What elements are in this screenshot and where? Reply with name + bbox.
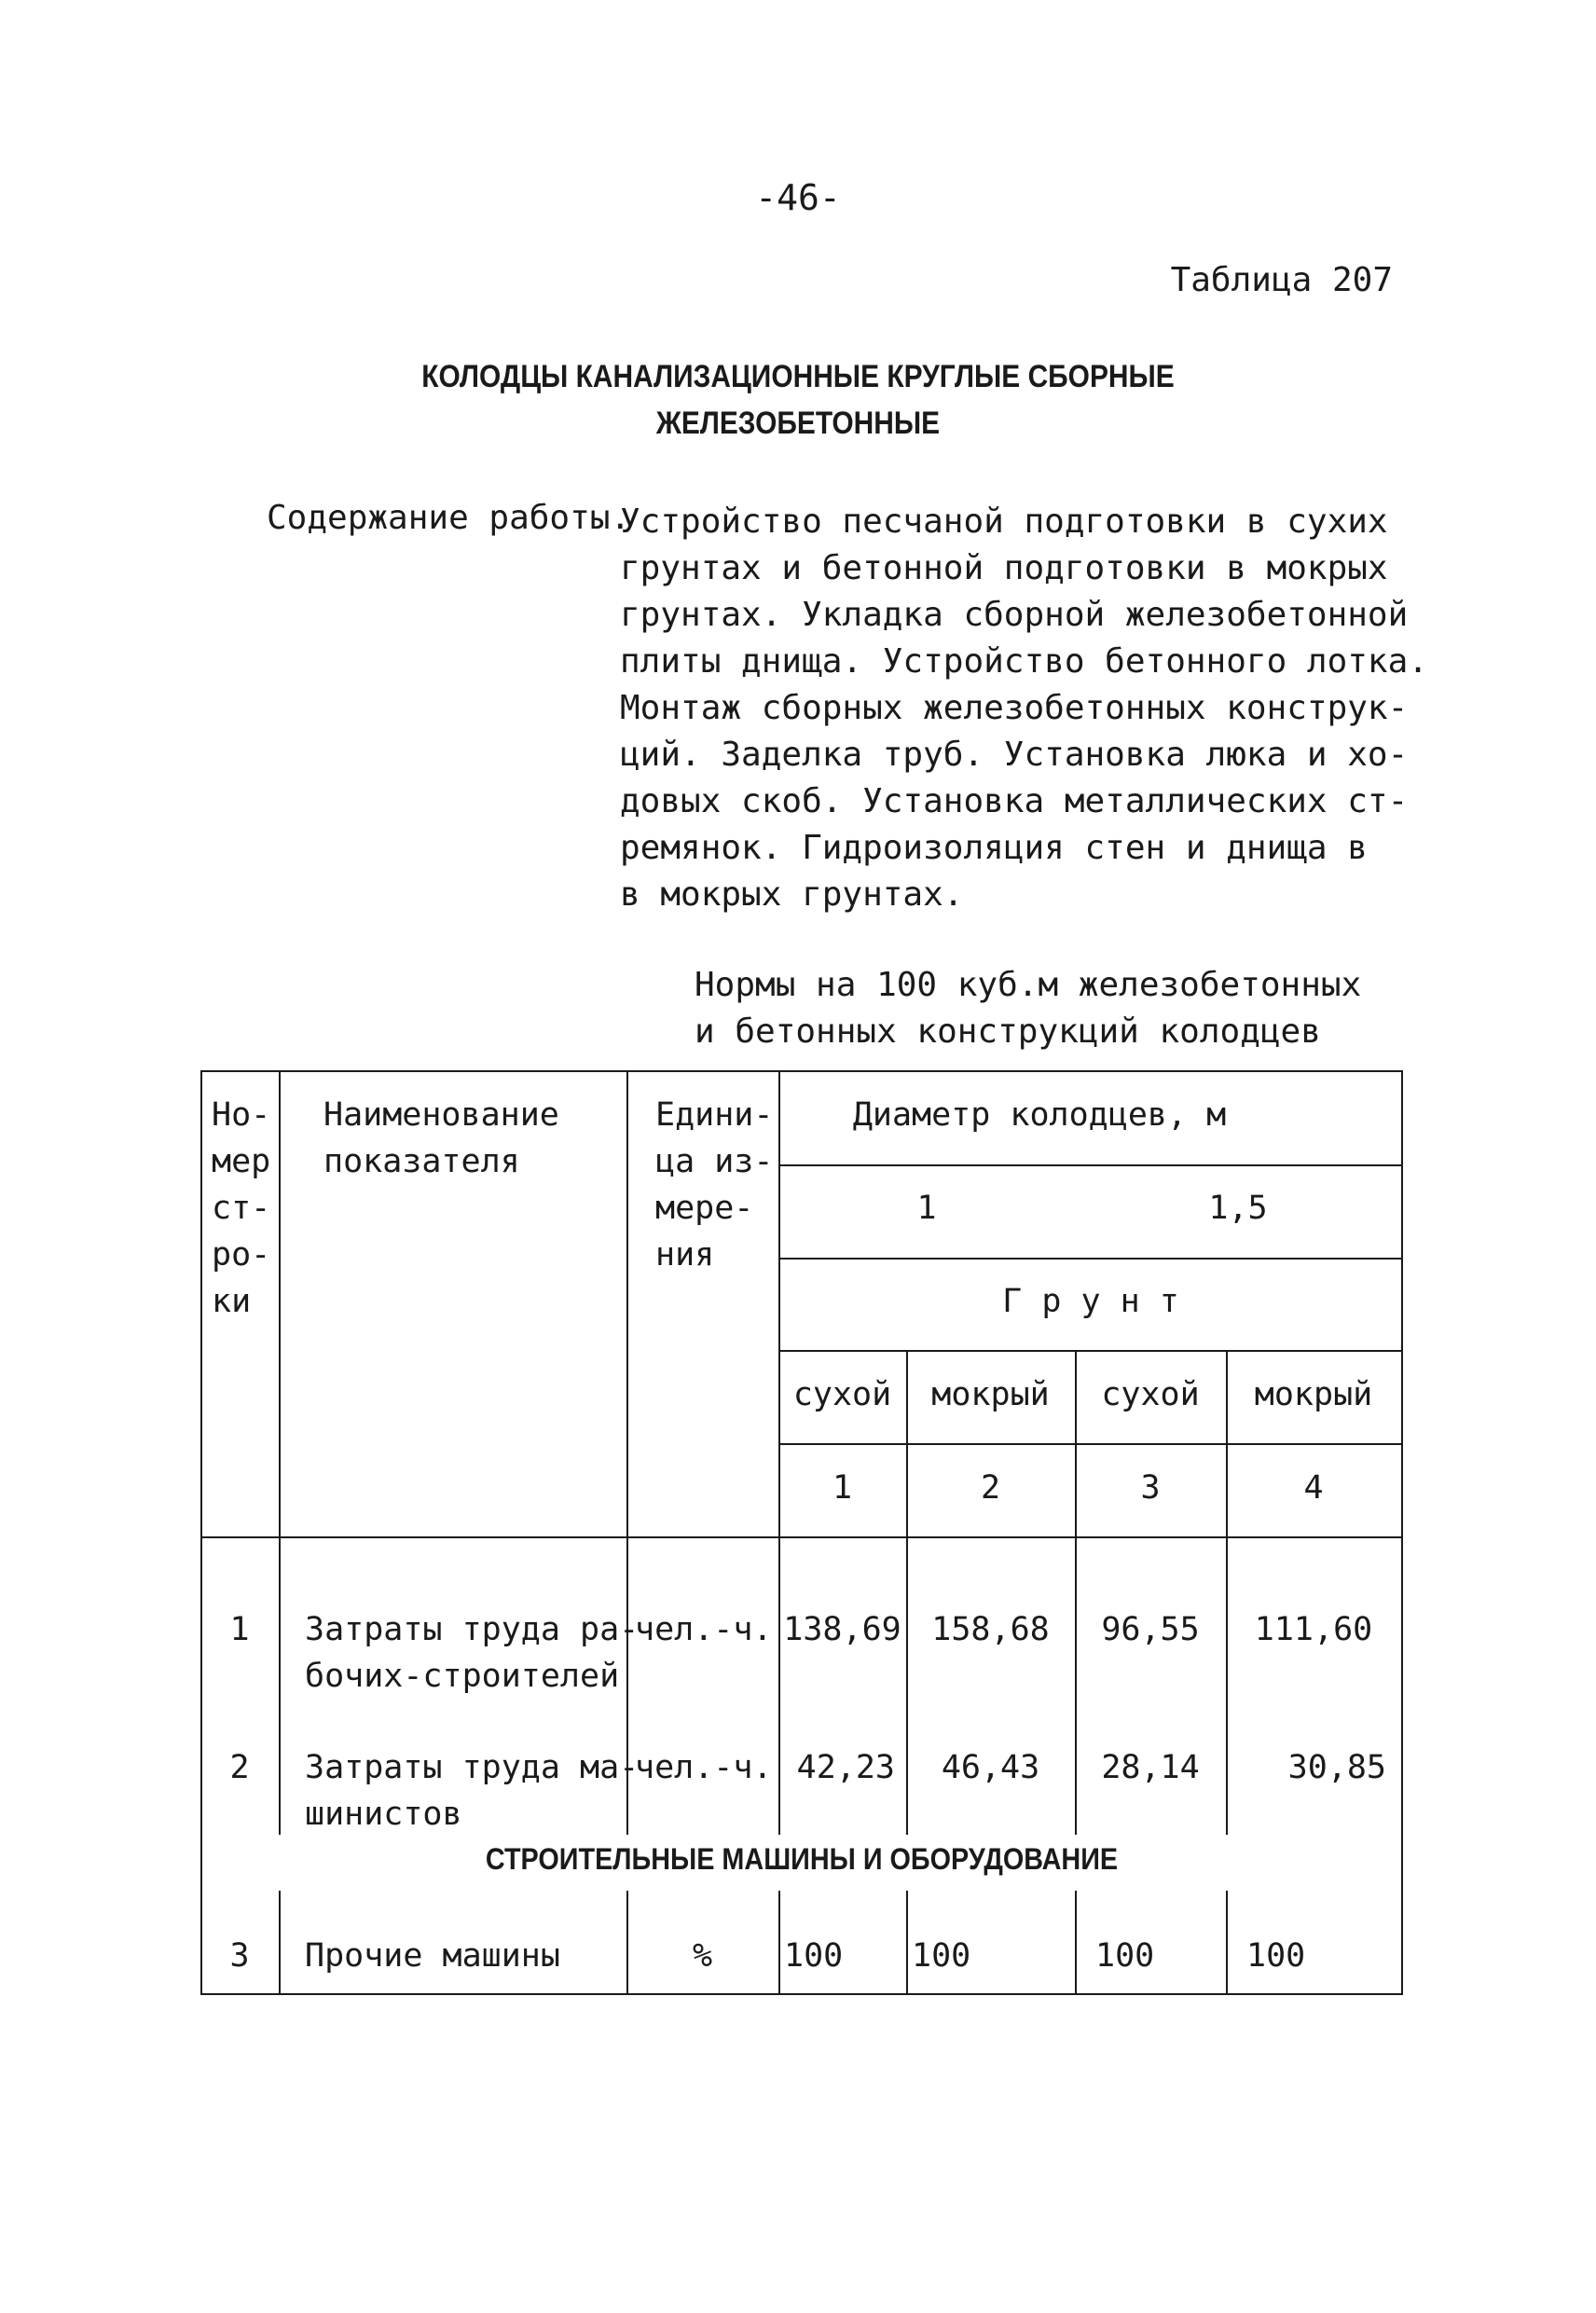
content-line: Монтаж сборных железобетонных конструк- (620, 689, 1409, 727)
header-num-line: ро- (212, 1236, 271, 1274)
header-unit-line: Едини- (655, 1096, 774, 1134)
header-soil-type: мокрый (1254, 1376, 1373, 1413)
header-diameter-1: 1 (916, 1190, 937, 1227)
table-right-border (1401, 1070, 1403, 1993)
content-line: в мокрых грунтах. (620, 875, 964, 914)
header-soil-type: сухой (1101, 1376, 1200, 1413)
row-1-value: 138,69 (783, 1611, 901, 1648)
table-bottom-border (200, 1993, 1403, 1995)
header-col-number: 2 (980, 1469, 1001, 1507)
content-line: Устройство песчаной подготовки в сухих (620, 503, 1388, 541)
row-3-value: 100 (784, 1937, 844, 1975)
row-1-value: 158,68 (931, 1611, 1050, 1648)
table-label: Таблица 207 (1170, 261, 1393, 299)
content-line: плиты днища. Устройство бетонного лотка. (620, 642, 1428, 681)
row-2-unit: чел.-ч. (635, 1749, 773, 1786)
content-line: ремянок. Гидроизоляция стен и днища в (620, 829, 1368, 867)
content-line: грунтах и бетонной подготовки в мокрых (620, 549, 1388, 587)
section-heading: СТРОИТЕЛЬНЫЕ МАШИНЫ И ОБОРУДОВАНИЕ (485, 1842, 1119, 1876)
col-divider (906, 1350, 908, 1993)
header-soil-type: сухой (792, 1376, 892, 1413)
header-soil-type: мокрый (931, 1376, 1050, 1413)
row-1-num: 1 (229, 1611, 250, 1648)
row-2-value: 42,23 (796, 1749, 895, 1786)
document-title-line-1: КОЛОДЦЫ КАНАЛИЗАЦИОННЫЕ КРУГЛЫЕ СБОРНЫЕ (421, 359, 1175, 394)
header-col-number: 1 (832, 1469, 853, 1507)
content-line: довых скоб. Установка металлических ст- (620, 782, 1409, 820)
header-diameter: Диаметр колодцев, м (852, 1096, 1227, 1134)
header-unit-line: ния (655, 1236, 715, 1274)
norms-line: Нормы на 100 куб.м железобетонных (695, 966, 1362, 1004)
col-divider (1075, 1350, 1077, 1993)
row-3-unit: % (692, 1937, 713, 1975)
row-2-num: 2 (229, 1749, 250, 1786)
header-num-line: мер (212, 1143, 271, 1180)
norms-caption (695, 962, 1361, 1055)
row-1-value: 96,55 (1101, 1611, 1200, 1648)
document-title-line-2: ЖЕЛЕЗОБЕТОННЫЕ (655, 406, 941, 441)
row-1-name: бочих-строителей (305, 1658, 620, 1695)
row-3-value: 100 (1246, 1937, 1306, 1975)
norms-line: и бетонных конструкций колодцев (695, 1012, 1321, 1051)
row-3-value: 100 (1095, 1937, 1155, 1975)
row-2-name: Затраты труда ма- (305, 1749, 640, 1786)
row-3-name: Прочие машины (305, 1937, 560, 1975)
page-number: -46- (755, 177, 841, 218)
header-soil: Г р у н т (1002, 1283, 1179, 1320)
header-num-line: ки (212, 1283, 252, 1320)
content-line: ций. Заделка труб. Установка люка и хо- (620, 736, 1409, 774)
header-unit-line: ца из- (655, 1143, 774, 1180)
content-description (620, 499, 1428, 918)
row-3-value: 100 (912, 1937, 971, 1975)
row-2-name: шинистов (305, 1796, 462, 1833)
content-line: грунтах. Укладка сборной железобетонной (620, 596, 1409, 634)
header-rule (778, 1258, 1403, 1260)
row-2-value: 28,14 (1101, 1749, 1200, 1786)
header-rule (778, 1350, 1403, 1352)
header-rule (778, 1443, 1403, 1445)
row-2-value: 46,43 (941, 1749, 1040, 1786)
header-col-number: 3 (1140, 1469, 1161, 1507)
row-1-unit: чел.-ч. (635, 1611, 773, 1648)
header-name-line: показателя (323, 1143, 520, 1180)
header-unit-line: мере- (655, 1190, 754, 1227)
row-2-value: 30,85 (1287, 1749, 1386, 1786)
row-3-num: 3 (229, 1937, 250, 1975)
header-col-number: 4 (1303, 1469, 1324, 1507)
header-rule (778, 1164, 1403, 1166)
norms-table (200, 1070, 1403, 2003)
row-1-name: Затраты труда ра- (305, 1611, 640, 1648)
header-name-line: Наименование (323, 1096, 559, 1134)
col-divider (1226, 1350, 1228, 1993)
header-num-line: ст- (212, 1190, 271, 1227)
row-1-value: 111,60 (1254, 1611, 1373, 1648)
table-top-border (200, 1070, 1403, 1072)
header-diameter-1-5: 1,5 (1208, 1190, 1268, 1227)
content-label: Содержание работы. (267, 499, 631, 537)
header-bottom-border (200, 1536, 1403, 1538)
header-num-line: Но- (212, 1096, 271, 1134)
